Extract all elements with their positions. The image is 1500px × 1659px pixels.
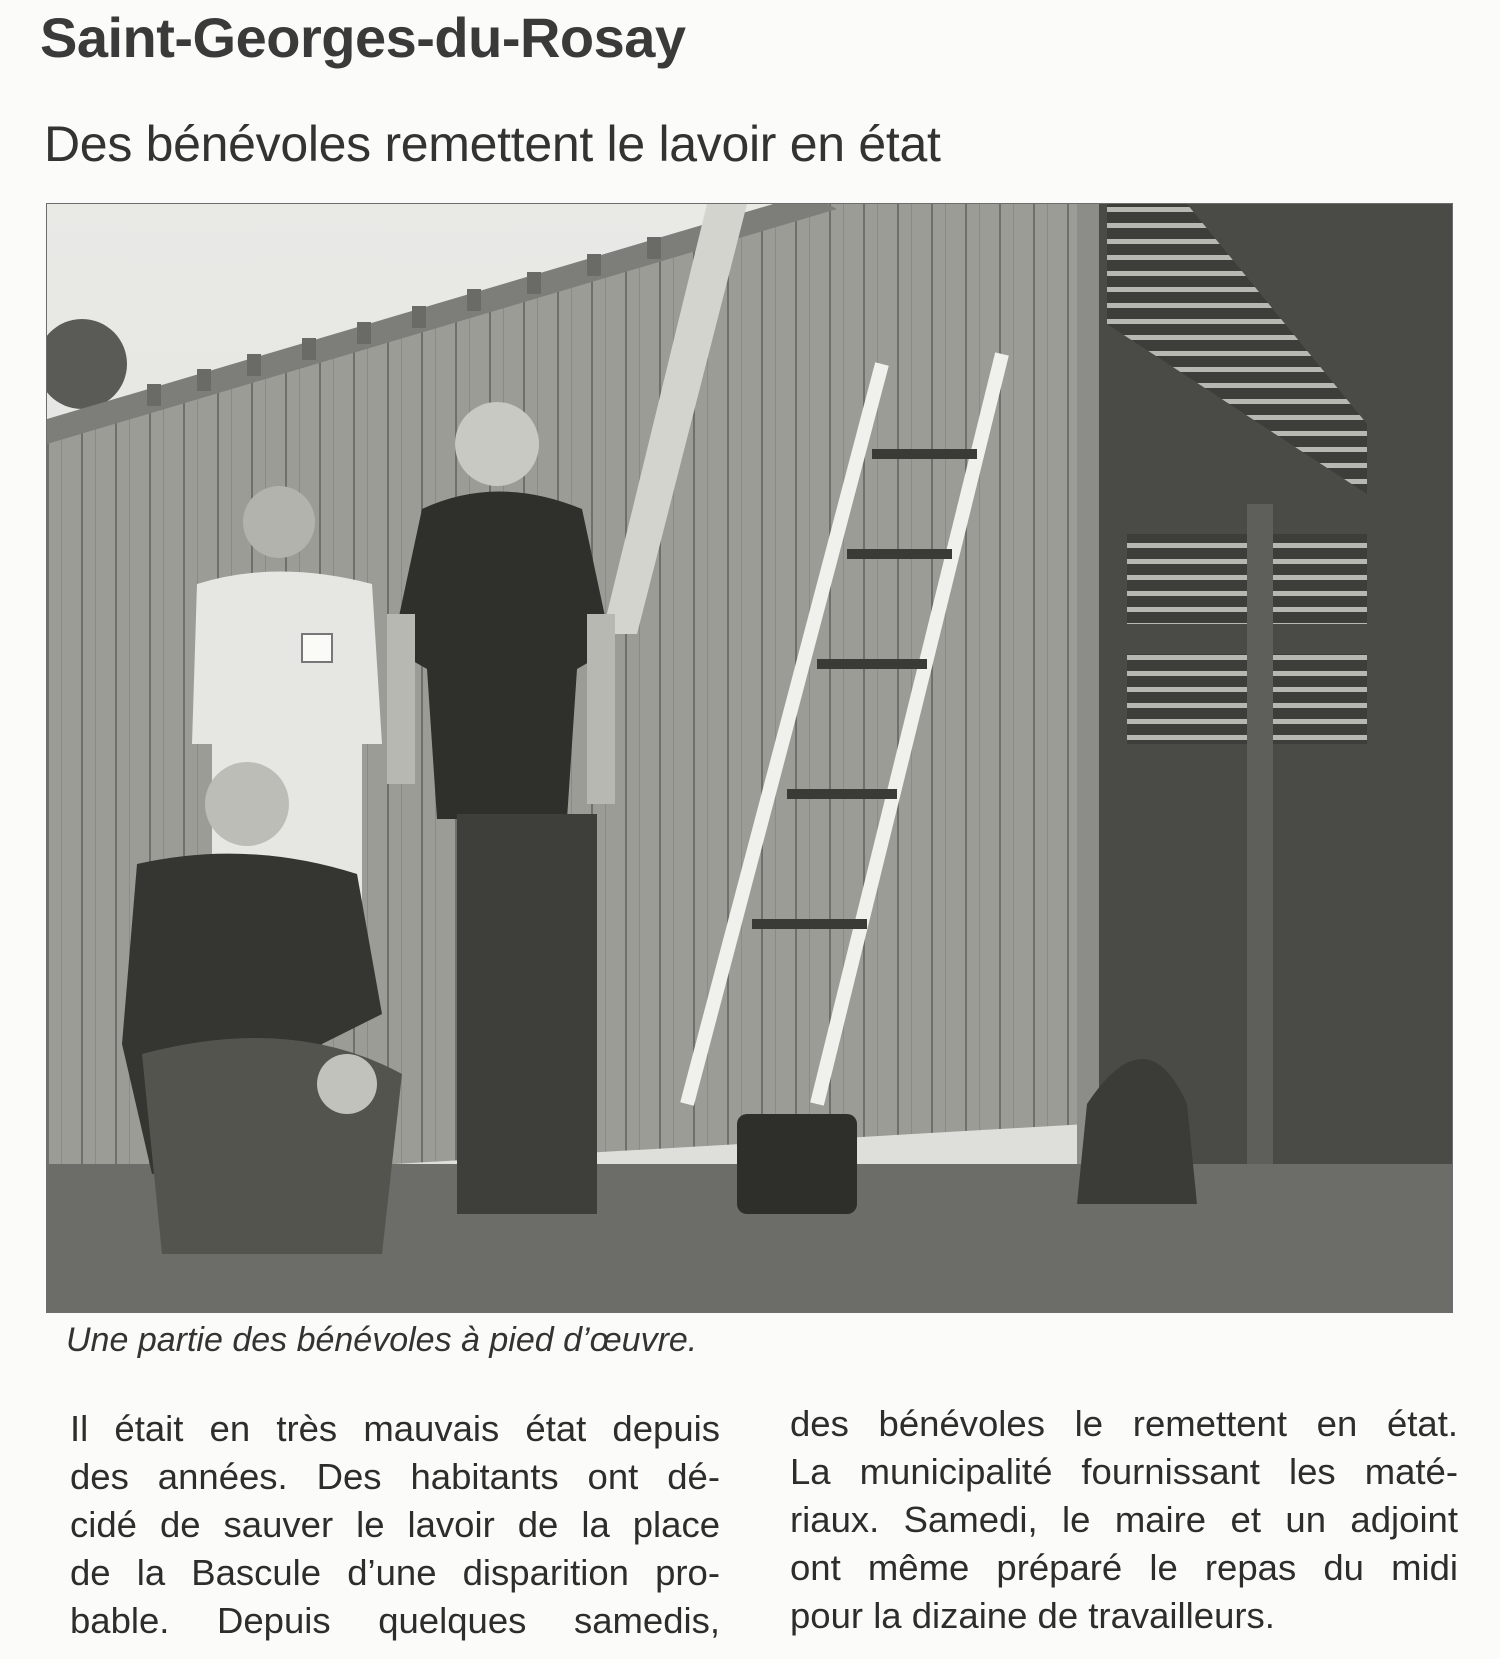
body-line: bable. Depuis quelques samedis, xyxy=(70,1600,720,1641)
article-headline: Des bénévoles remettent le lavoir en état xyxy=(44,116,941,172)
body-line: ont même préparé le repas du midi xyxy=(790,1547,1458,1588)
body-line: des années. Des habitants ont dé- xyxy=(70,1456,720,1497)
photo-illustration xyxy=(47,204,1452,1312)
body-line: des bénévoles le remettent en état. xyxy=(790,1403,1458,1444)
body-line: de la Bascule d’une disparition pro- xyxy=(70,1552,720,1593)
body-line: La municipalité fournissant les maté- xyxy=(790,1451,1458,1492)
location-heading: Saint-Georges-du-Rosay xyxy=(40,6,686,69)
body-line: pour la dizaine de travailleurs. xyxy=(790,1595,1275,1636)
body-line: riaux. Samedi, le maire et un adjoint xyxy=(790,1499,1458,1540)
body-line: cidé de sauver le lavoir de la place xyxy=(70,1504,720,1545)
photo-caption: Une partie des bénévoles à pied d’œuvre. xyxy=(66,1321,698,1359)
article-photo xyxy=(46,203,1453,1313)
body-line: Il était en très mauvais état depuis xyxy=(70,1408,720,1449)
article-body-column-2 xyxy=(790,1400,1458,1640)
article-body-column-1 xyxy=(70,1405,720,1645)
